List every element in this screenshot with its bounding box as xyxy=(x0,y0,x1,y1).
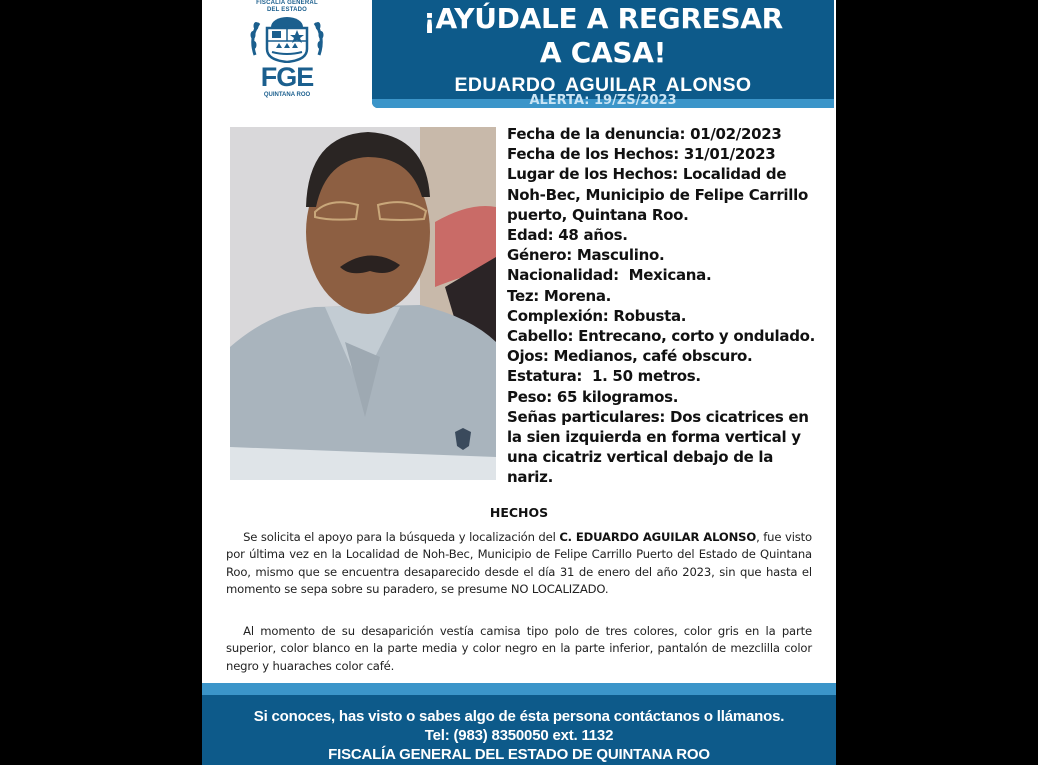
missing-person-poster xyxy=(202,0,836,765)
hechos-p1-text: Se solicita el apoyo para la búsqueda y localización del xyxy=(243,530,560,544)
detail-line: Lugar de los Hechos: Localidad de xyxy=(507,165,787,184)
footer-organization: FISCALÍA GENERAL DEL ESTADO DE QUINTANA ROO xyxy=(328,746,710,763)
contact-footer xyxy=(202,683,836,765)
detail-line: Nacionalidad: Mexicana. xyxy=(507,266,712,285)
title-line1: ¡AYÚDALE A REGRESAR xyxy=(423,2,783,35)
detail-line: Fecha de los Hechos: 31/01/2023 xyxy=(507,145,776,164)
detail-line: Ojos: Medianos, café obscuro. xyxy=(507,347,753,366)
alert-code: ALERTA: 19/ZS/2023 xyxy=(529,93,677,108)
detail-line: Género: Masculino. xyxy=(507,246,665,265)
page-title xyxy=(372,2,834,70)
header-banner xyxy=(372,0,834,108)
detail-line: Noh-Bec, Municipio de Felipe Carrillo xyxy=(507,185,808,204)
detail-line: Peso: 65 kilogramos. xyxy=(507,387,679,406)
logo-acronym: FGE xyxy=(260,62,314,92)
detail-line: puerto, Quintana Roo. xyxy=(507,205,689,224)
hechos-heading: HECHOS xyxy=(489,505,549,520)
detail-line: Cabello: Entrecano, corto y ondulado. xyxy=(507,327,816,346)
footer-call-to-action: Si conoces, has visto o sabes algo de ésta persona contáctanos o llámanos. xyxy=(253,708,785,725)
detail-line: Señas particulares: Dos cicatrices en xyxy=(507,407,809,426)
footer-phone: Tel: (983) 8350050 ext. 1132 xyxy=(424,727,614,744)
detail-line: la sien izquierda en forma vertical y xyxy=(507,428,801,447)
fge-logo xyxy=(232,0,342,112)
logo-state: QUINTANA ROO xyxy=(263,92,311,98)
logo-org-line2: DEL ESTADO xyxy=(266,7,308,13)
hechos-p2-text: Al momento de su desaparición vestía camisa tipo polo de tres colores, color gris en la parte superior, color blanco en la parte media y color negro en la parte inferior, pantalón de mezclilla color negro y huaraches color café. xyxy=(226,624,812,673)
detail-line: una cicatriz vertical debajo de la xyxy=(507,448,774,467)
person-details xyxy=(507,124,832,488)
detail-line: nariz. xyxy=(507,468,553,487)
hechos-p1-text-rest: , fue visto por última vez en la Localidad de Noh-Bec, Municipio de Felipe Carrillo Puerto del Estado de Quintana Roo, mismo que se encuentra desaparecido desde el día 31 de enero del año 2023, sin que hasta el momento se sepa sobre su paradero, se presume NO LOCALIZADO. xyxy=(226,530,813,596)
coat-of-arms-icon xyxy=(247,15,327,63)
footer-stripe xyxy=(202,683,836,695)
detail-line: Edad: 48 años. xyxy=(507,226,628,245)
person-name: EDUARDO AGUILAR ALONSO xyxy=(454,74,752,96)
person-photo xyxy=(230,127,496,480)
person-photo-image xyxy=(230,127,496,480)
detail-line: Tez: Morena. xyxy=(507,286,612,305)
detail-line: Complexión: Robusta. xyxy=(507,306,687,325)
logo-org-line1: FISCALÍA GENERAL xyxy=(256,0,318,6)
hechos-paragraph-2 xyxy=(226,623,812,675)
detail-line: Estatura: 1. 50 metros. xyxy=(507,367,701,386)
title-line2: A CASA! xyxy=(539,36,667,69)
hechos-paragraph-1 xyxy=(226,529,812,598)
detail-line: Fecha de la denuncia: 01/02/2023 xyxy=(507,125,782,143)
hechos-p1-name: C. EDUARDO AGUILAR ALONSO xyxy=(559,530,757,544)
